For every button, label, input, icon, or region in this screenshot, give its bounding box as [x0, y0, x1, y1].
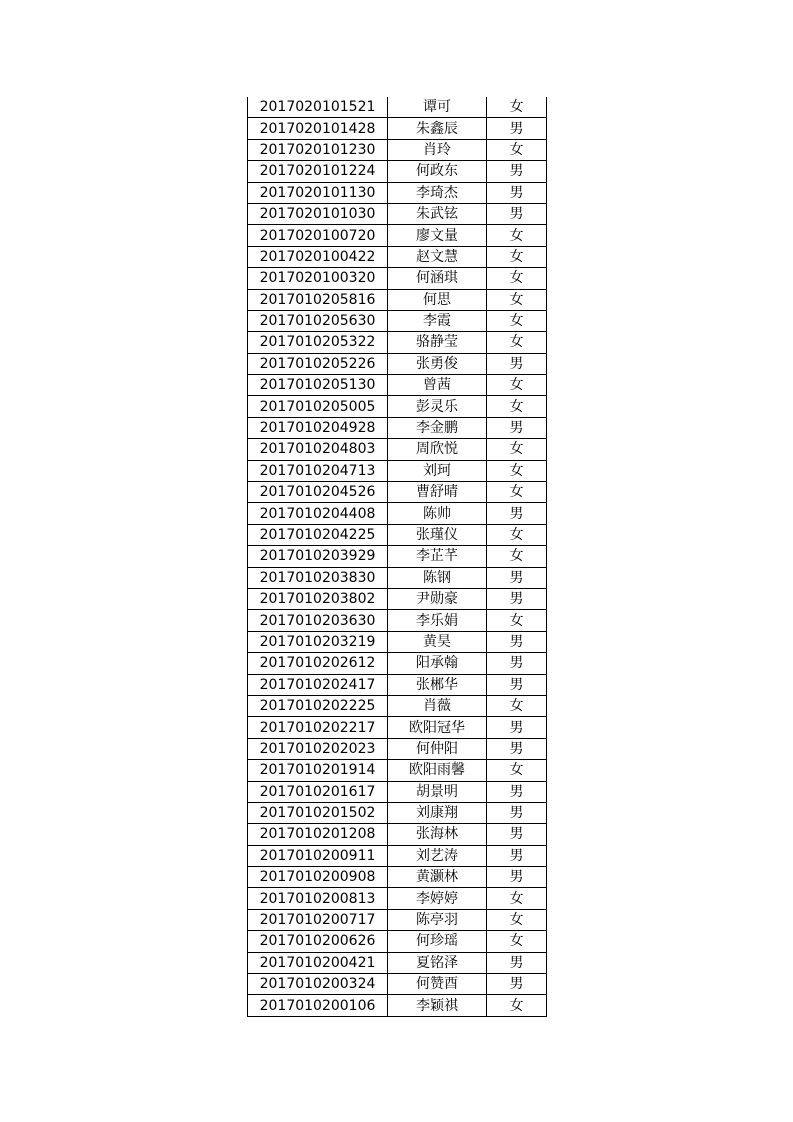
student-gender-cell: 女 [487, 524, 547, 545]
table-row [248, 974, 547, 995]
student-gender-cell: 男 [487, 118, 547, 139]
table-row [248, 503, 547, 524]
student-gender-cell: 男 [487, 974, 547, 995]
student-name-cell: 黄灏林 [388, 867, 487, 888]
table-row [248, 161, 547, 182]
table-row [248, 567, 547, 588]
student-name-cell: 何政东 [388, 161, 487, 182]
student-gender-cell: 男 [487, 717, 547, 738]
student-id-cell: 2017020100720 [248, 225, 388, 246]
table-row [248, 268, 547, 289]
student-id-cell: 2017020101230 [248, 139, 388, 160]
table-row [248, 332, 547, 353]
student-name-cell: 黄昊 [388, 631, 487, 652]
student-name-cell: 夏铭泽 [388, 952, 487, 973]
student-gender-cell: 女 [487, 310, 547, 331]
student-name-cell: 欧阳雨馨 [388, 760, 487, 781]
table-row [248, 460, 547, 481]
student-gender-cell: 女 [487, 931, 547, 952]
student-id-cell: 2017010200813 [248, 888, 388, 909]
table-row [248, 845, 547, 866]
table-row [248, 738, 547, 759]
student-name-cell: 彭灵乐 [388, 396, 487, 417]
student-id-cell: 2017010200908 [248, 867, 388, 888]
student-name-cell: 李金鹏 [388, 417, 487, 438]
student-gender-cell: 女 [487, 246, 547, 267]
table-row [248, 524, 547, 545]
student-gender-cell: 男 [487, 674, 547, 695]
student-gender-cell: 女 [487, 909, 547, 930]
student-gender-cell: 女 [487, 97, 547, 118]
student-id-cell: 2017020101130 [248, 182, 388, 203]
student-gender-cell: 男 [487, 802, 547, 823]
table-row [248, 931, 547, 952]
student-id-cell: 2017010204526 [248, 482, 388, 503]
student-gender-cell: 女 [487, 439, 547, 460]
student-name-cell: 陈亭羽 [388, 909, 487, 930]
table-row [248, 310, 547, 331]
table-row [248, 867, 547, 888]
student-name-cell: 李琦杰 [388, 182, 487, 203]
student-id-cell: 2017020100320 [248, 268, 388, 289]
student-name-cell: 李芷芊 [388, 546, 487, 567]
student-gender-cell: 男 [487, 952, 547, 973]
student-name-cell: 阳承翰 [388, 653, 487, 674]
student-id-cell: 2017010201617 [248, 781, 388, 802]
student-id-cell: 2017010201914 [248, 760, 388, 781]
student-name-cell: 刘艺涛 [388, 845, 487, 866]
table-row [248, 695, 547, 716]
student-gender-cell: 女 [487, 460, 547, 481]
student-id-cell: 2017010200717 [248, 909, 388, 930]
table-row [248, 610, 547, 631]
table-row [248, 353, 547, 374]
table-row [248, 375, 547, 396]
table-row [248, 824, 547, 845]
student-gender-cell: 男 [487, 781, 547, 802]
student-gender-cell: 女 [487, 375, 547, 396]
table-row [248, 781, 547, 802]
table-row [248, 760, 547, 781]
student-id-cell: 2017010200911 [248, 845, 388, 866]
table-row [248, 289, 547, 310]
table-row [248, 653, 547, 674]
student-gender-cell: 男 [487, 845, 547, 866]
student-id-cell: 2017010205226 [248, 353, 388, 374]
student-name-cell: 刘珂 [388, 460, 487, 481]
student-name-cell: 何赞酉 [388, 974, 487, 995]
student-id-cell: 2017010202225 [248, 695, 388, 716]
student-gender-cell: 女 [487, 332, 547, 353]
student-gender-cell: 男 [487, 203, 547, 224]
student-id-cell: 2017010204408 [248, 503, 388, 524]
student-id-cell: 2017010205322 [248, 332, 388, 353]
student-id-cell: 2017010200626 [248, 931, 388, 952]
table-row [248, 225, 547, 246]
roster-body [248, 97, 547, 1016]
table-row [248, 203, 547, 224]
student-gender-cell: 女 [487, 482, 547, 503]
student-gender-cell: 女 [487, 396, 547, 417]
student-id-cell: 2017010201502 [248, 802, 388, 823]
student-name-cell: 张海林 [388, 824, 487, 845]
student-name-cell: 张勇俊 [388, 353, 487, 374]
table-row [248, 396, 547, 417]
student-id-cell: 2017010204928 [248, 417, 388, 438]
student-name-cell: 张瑾仪 [388, 524, 487, 545]
student-name-cell: 李乐娟 [388, 610, 487, 631]
student-id-cell: 2017010201208 [248, 824, 388, 845]
table-row [248, 246, 547, 267]
student-id-cell: 2017020101521 [248, 97, 388, 118]
student-name-cell: 骆静莹 [388, 332, 487, 353]
student-name-cell: 何珍瑶 [388, 931, 487, 952]
table-row [248, 118, 547, 139]
student-id-cell: 2017010202417 [248, 674, 388, 695]
student-gender-cell: 男 [487, 417, 547, 438]
student-gender-cell: 男 [487, 182, 547, 203]
student-id-cell: 2017010205130 [248, 375, 388, 396]
student-id-cell: 2017010200106 [248, 995, 388, 1016]
student-name-cell: 何思 [388, 289, 487, 310]
student-name-cell: 赵文慧 [388, 246, 487, 267]
student-id-cell: 2017010205816 [248, 289, 388, 310]
table-row [248, 482, 547, 503]
table-row [248, 417, 547, 438]
student-gender-cell: 男 [487, 738, 547, 759]
student-gender-cell: 男 [487, 588, 547, 609]
student-id-cell: 2017020101030 [248, 203, 388, 224]
student-id-cell: 2017010202612 [248, 653, 388, 674]
table-row [248, 631, 547, 652]
student-id-cell: 2017010204225 [248, 524, 388, 545]
student-name-cell: 廖文量 [388, 225, 487, 246]
student-gender-cell: 女 [487, 546, 547, 567]
student-gender-cell: 男 [487, 161, 547, 182]
student-id-cell: 2017020101428 [248, 118, 388, 139]
student-name-cell: 胡景明 [388, 781, 487, 802]
student-name-cell: 张郴华 [388, 674, 487, 695]
student-id-cell: 2017010202217 [248, 717, 388, 738]
student-name-cell: 何仲阳 [388, 738, 487, 759]
student-name-cell: 朱鑫辰 [388, 118, 487, 139]
table-row [248, 717, 547, 738]
student-name-cell: 李婷婷 [388, 888, 487, 909]
student-id-cell: 2017010203630 [248, 610, 388, 631]
student-name-cell: 周欣悦 [388, 439, 487, 460]
student-gender-cell: 女 [487, 888, 547, 909]
student-id-cell: 2017010204713 [248, 460, 388, 481]
student-gender-cell: 女 [487, 289, 547, 310]
student-gender-cell: 男 [487, 503, 547, 524]
table-row [248, 674, 547, 695]
student-name-cell: 何涵琪 [388, 268, 487, 289]
student-gender-cell: 女 [487, 268, 547, 289]
student-id-cell: 2017010200324 [248, 974, 388, 995]
student-gender-cell: 女 [487, 139, 547, 160]
table-row [248, 439, 547, 460]
student-name-cell: 李霞 [388, 310, 487, 331]
student-gender-cell: 女 [487, 610, 547, 631]
student-id-cell: 2017010203830 [248, 567, 388, 588]
student-gender-cell: 女 [487, 760, 547, 781]
student-name-cell: 尹勋豪 [388, 588, 487, 609]
table-row [248, 182, 547, 203]
student-name-cell: 欧阳冠华 [388, 717, 487, 738]
table-row [248, 139, 547, 160]
table-row [248, 995, 547, 1016]
table-row [248, 802, 547, 823]
table-row [248, 909, 547, 930]
table-row [248, 952, 547, 973]
student-name-cell: 朱武铉 [388, 203, 487, 224]
student-gender-cell: 男 [487, 824, 547, 845]
student-name-cell: 谭可 [388, 97, 487, 118]
student-gender-cell: 女 [487, 225, 547, 246]
student-id-cell: 2017020101224 [248, 161, 388, 182]
student-name-cell: 陈帅 [388, 503, 487, 524]
table-row [248, 546, 547, 567]
student-name-cell: 曹舒晴 [388, 482, 487, 503]
student-roster-table [247, 97, 547, 1017]
student-name-cell: 李颖祺 [388, 995, 487, 1016]
student-name-cell: 肖玲 [388, 139, 487, 160]
table-row [248, 588, 547, 609]
student-gender-cell: 男 [487, 653, 547, 674]
table-row [248, 888, 547, 909]
student-gender-cell: 男 [487, 353, 547, 374]
student-gender-cell: 女 [487, 695, 547, 716]
student-gender-cell: 女 [487, 995, 547, 1016]
student-id-cell: 2017010203929 [248, 546, 388, 567]
student-id-cell: 2017010205630 [248, 310, 388, 331]
student-gender-cell: 男 [487, 867, 547, 888]
student-name-cell: 刘康翔 [388, 802, 487, 823]
student-name-cell: 陈钢 [388, 567, 487, 588]
student-id-cell: 2017010202023 [248, 738, 388, 759]
student-id-cell: 2017010204803 [248, 439, 388, 460]
student-name-cell: 曾茜 [388, 375, 487, 396]
student-id-cell: 2017010205005 [248, 396, 388, 417]
table-row [248, 97, 547, 118]
student-id-cell: 2017010203219 [248, 631, 388, 652]
student-gender-cell: 男 [487, 631, 547, 652]
student-id-cell: 2017010203802 [248, 588, 388, 609]
student-id-cell: 2017010200421 [248, 952, 388, 973]
student-id-cell: 2017020100422 [248, 246, 388, 267]
student-name-cell: 肖薇 [388, 695, 487, 716]
student-gender-cell: 男 [487, 567, 547, 588]
